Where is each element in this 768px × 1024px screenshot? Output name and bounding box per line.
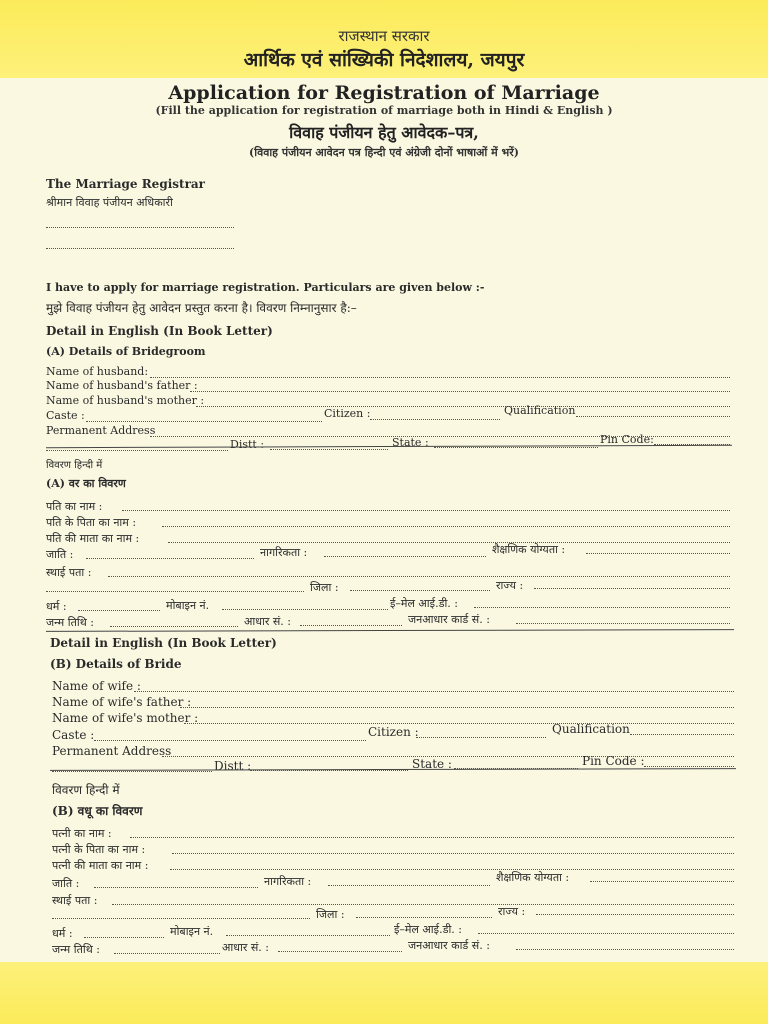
groom-hi-jan-aadhar-field[interactable] xyxy=(516,623,730,624)
addressee-hi: श्रीमान विवाह पंजीयन अधिकारी xyxy=(46,196,173,209)
form-subtitle: (Fill the application for registration of marriage both in Hindi & English ) xyxy=(155,104,613,117)
groom-hi-caste-label: जाति : xyxy=(46,548,74,561)
addressee-line-1[interactable] xyxy=(46,227,234,228)
groom-hi-state-field[interactable] xyxy=(534,588,730,589)
bride-hi-heading: (B) वधू का विवरण xyxy=(52,804,143,818)
addressee-en: The Marriage Registrar xyxy=(46,177,205,191)
bride-en-mother-label: Name of wife's mother : xyxy=(52,711,199,725)
groom-en-distt-label: Distt : xyxy=(230,438,265,451)
bride-hi-name-label: पत्नी का नाम : xyxy=(52,827,112,840)
groom-hi-address-label: स्थाई पता : xyxy=(46,566,92,579)
groom-en-name-field[interactable] xyxy=(150,377,730,378)
groom-hi-email-field[interactable] xyxy=(474,607,730,608)
bride-en-father-field[interactable] xyxy=(180,707,734,708)
bride-hi-address-line2[interactable] xyxy=(52,918,310,919)
groom-en-state-field[interactable] xyxy=(434,447,598,448)
groom-en-father-field[interactable] xyxy=(190,391,730,392)
bride-hi-mother-field[interactable] xyxy=(170,869,734,870)
groom-hi-name-field[interactable] xyxy=(122,510,730,511)
groom-en-name-label: Name of husband: xyxy=(46,365,149,378)
bride-hi-mother-label: पत्नी की माता का नाम : xyxy=(52,859,149,872)
form-subtitle-hindi: (विवाह पंजीयन आवेदन पत्र हिन्दी एवं अंग्रेजी दोनों भाषाओं में भरें) xyxy=(249,146,519,159)
form-title: Application for Registration of Marriage xyxy=(168,82,600,104)
bride-en-father-label: Name of wife's father : xyxy=(52,695,192,709)
bride-en-pin-field[interactable] xyxy=(644,766,734,767)
groom-en-citizen-label: Citizen : xyxy=(324,407,371,420)
bride-hi-caste-label: जाति : xyxy=(52,877,80,890)
bride-en-distt-label: Distt : xyxy=(214,759,252,773)
groom-hi-religion-field[interactable] xyxy=(78,610,160,611)
bride-hi-caste-field[interactable] xyxy=(94,887,258,888)
groom-hi-state-label: राज्य : xyxy=(496,579,524,592)
bride-hi-dob-label: जन्म तिथि : xyxy=(52,943,100,956)
bride-en-section: Detail in English (In Book Letter) xyxy=(50,636,277,650)
bride-hi-mobile-field[interactable] xyxy=(226,935,390,936)
govt-name: राजस्थान सरकार xyxy=(338,27,430,45)
bride-en-heading: (B) Details of Bride xyxy=(50,657,182,671)
groom-hi-section: विवरण हिन्दी में xyxy=(46,460,103,471)
groom-en-qualification-label: Qualification xyxy=(504,404,576,417)
groom-hi-mother-label: पति की माता का नाम : xyxy=(46,532,140,545)
bride-en-mother-field[interactable] xyxy=(184,723,734,724)
groom-en-caste-field[interactable] xyxy=(86,421,322,422)
directorate-name: आर्थिक एवं सांख्यिकी निदेशालय, जयपुर xyxy=(243,49,525,71)
groom-en-section: Detail in English (In Book Letter) xyxy=(46,324,273,338)
bride-hi-state-field[interactable] xyxy=(536,914,734,915)
groom-en-mother-label: Name of husband's mother : xyxy=(46,394,205,407)
groom-en-address-label: Permanent Address xyxy=(46,424,156,437)
groom-en-state-label: State : xyxy=(392,436,429,449)
groom-hi-email-label: ई–मेल आई.डी. : xyxy=(390,597,459,610)
groom-hi-dob-field[interactable] xyxy=(110,626,238,627)
bride-hi-qualification-field[interactable] xyxy=(590,881,734,882)
groom-hi-dob-label: जन्म तिथि : xyxy=(46,616,94,629)
groom-hi-heading: (A) वर का विवरण xyxy=(46,477,126,490)
groom-hi-divider xyxy=(46,629,734,632)
bride-hi-qualification-label: शैक्षणिक योग्यता : xyxy=(496,871,570,884)
bride-hi-religion-label: धर्म : xyxy=(52,927,73,940)
groom-en-pin-label: Pin Code: xyxy=(600,433,654,446)
bride-en-state-label: State : xyxy=(412,757,452,771)
groom-hi-caste-field[interactable] xyxy=(86,558,254,559)
groom-hi-qualification-label: शैक्षणिक योग्यता : xyxy=(492,543,566,556)
bride-hi-dob-field[interactable] xyxy=(114,953,220,954)
groom-en-heading: (A) Details of Bridegroom xyxy=(46,345,206,358)
bride-en-address-line2[interactable] xyxy=(52,771,212,772)
groom-hi-citizen-label: नागरिकता : xyxy=(260,546,308,559)
bride-hi-jan-aadhar-field[interactable] xyxy=(516,949,734,950)
bride-en-citizen-field[interactable] xyxy=(416,737,546,738)
footer-band xyxy=(0,962,768,1024)
bride-hi-address-field[interactable] xyxy=(112,904,734,905)
groom-en-citizen-field[interactable] xyxy=(370,419,500,420)
groom-en-divider xyxy=(46,445,732,448)
groom-hi-aadhar-field[interactable] xyxy=(300,625,402,626)
addressee-line-2[interactable] xyxy=(46,248,234,249)
groom-en-qualification-field[interactable] xyxy=(576,416,730,417)
bride-hi-address-label: स्थाई पता : xyxy=(52,894,98,907)
bride-hi-jan-aadhar-label: जनआधार कार्ड सं. : xyxy=(408,939,490,952)
groom-hi-mobile-label: मोबाइन नं. xyxy=(166,599,210,612)
bride-en-address-label: Permanent Address xyxy=(52,744,172,758)
groom-hi-jan-aadhar-label: जनआधार कार्ड सं. : xyxy=(408,613,490,626)
bride-en-citizen-label: Citizen : xyxy=(368,725,419,739)
bride-hi-aadhar-label: आधार सं. : xyxy=(222,941,269,954)
bride-en-qualification-field[interactable] xyxy=(630,734,734,735)
form-title-hindi: विवाह पंजीयन हेतु आवेदक–पत्र, xyxy=(289,123,479,142)
groom-hi-district-field[interactable] xyxy=(350,590,490,591)
groom-hi-religion-label: धर्म : xyxy=(46,600,67,613)
bride-hi-father-field[interactable] xyxy=(172,853,734,854)
intro-hi: मुझे विवाह पंजीयन हेतु आवेदन प्रस्तुत करना है। विवरण निम्नानुसार है:– xyxy=(46,301,357,315)
bride-hi-citizen-field[interactable] xyxy=(328,885,490,886)
bride-hi-email-field[interactable] xyxy=(478,933,734,934)
bride-hi-section: विवरण हिन्दी में xyxy=(52,783,120,797)
groom-hi-qualification-field[interactable] xyxy=(586,553,730,554)
groom-en-address-line2[interactable] xyxy=(46,450,228,451)
groom-en-distt-field[interactable] xyxy=(270,449,388,450)
bride-hi-state-label: राज्य : xyxy=(498,905,526,918)
bride-hi-district-label: जिला : xyxy=(316,908,345,921)
groom-hi-address-line2[interactable] xyxy=(46,591,304,592)
bride-hi-aadhar-field[interactable] xyxy=(278,951,402,952)
groom-hi-citizen-field[interactable] xyxy=(324,556,486,557)
groom-hi-mobile-field[interactable] xyxy=(222,609,388,610)
bride-en-qualification-label: Qualification xyxy=(552,722,630,736)
groom-hi-father-field[interactable] xyxy=(162,526,730,527)
groom-hi-district-label: जिला : xyxy=(310,581,339,594)
groom-hi-mother-field[interactable] xyxy=(168,542,730,543)
groom-hi-name-label: पति का नाम : xyxy=(46,500,103,513)
bride-en-caste-label: Caste : xyxy=(52,728,95,742)
groom-hi-address-field[interactable] xyxy=(108,576,730,577)
groom-en-father-label: Name of husband's father : xyxy=(46,379,198,392)
bride-hi-religion-field[interactable] xyxy=(84,937,164,938)
bride-en-name-field[interactable] xyxy=(134,691,734,692)
intro-en: I have to apply for marriage registration. Particulars are given below :- xyxy=(46,281,485,294)
groom-en-mother-field[interactable] xyxy=(196,406,730,407)
groom-hi-aadhar-label: आधार सं. : xyxy=(244,615,291,628)
bride-hi-email-label: ई–मेल आई.डी. : xyxy=(394,923,463,936)
bride-en-name-label: Name of wife : xyxy=(52,679,141,693)
bride-hi-mobile-label: मोबाइन नं. xyxy=(170,925,214,938)
bride-hi-citizen-label: नागरिकता : xyxy=(264,875,312,888)
bride-hi-father-label: पत्नी के पिता का नाम : xyxy=(52,843,146,856)
groom-hi-father-label: पति के पिता का नाम : xyxy=(46,516,137,529)
bride-en-caste-field[interactable] xyxy=(94,740,366,741)
bride-en-pin-label: Pin Code : xyxy=(582,754,645,768)
groom-en-caste-label: Caste : xyxy=(46,409,85,422)
bride-hi-district-field[interactable] xyxy=(356,917,492,918)
bride-hi-name-field[interactable] xyxy=(130,837,734,838)
